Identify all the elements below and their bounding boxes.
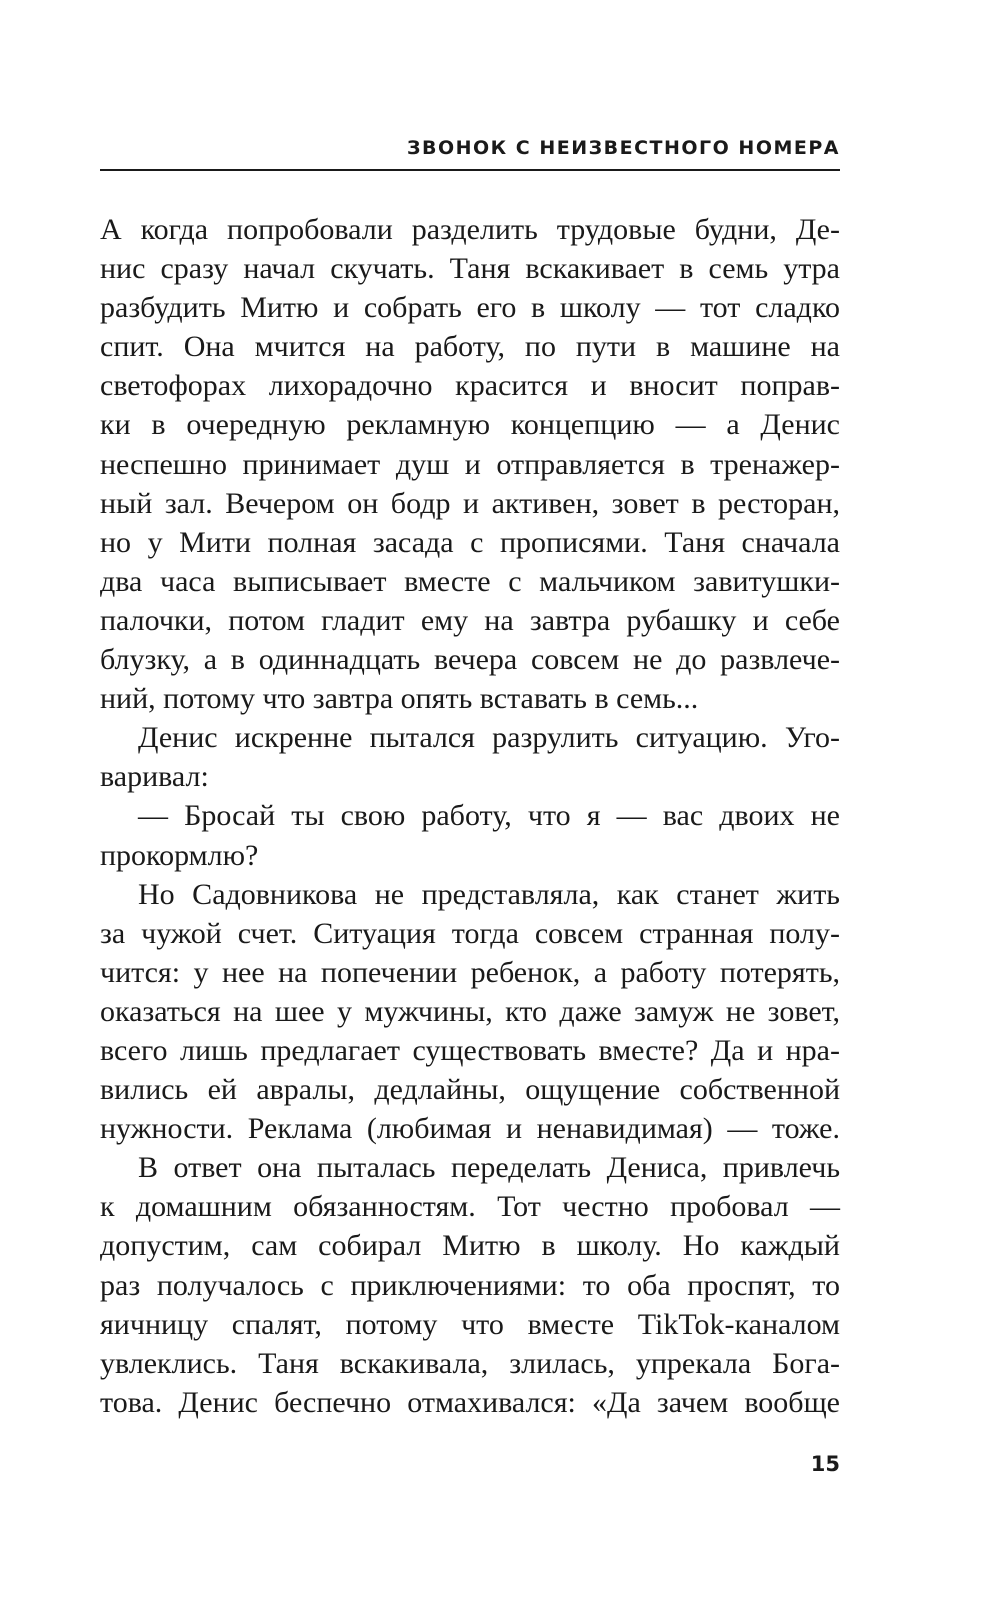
text-line: Но Садовникова не представляла, как станет жить [138, 877, 840, 911]
running-title: ЗВОНОК С НЕИЗВЕСТНОГО НОМЕРА [406, 137, 840, 159]
text-line: к домашним обязанностям. Тот честно пробовал — [100, 1190, 840, 1224]
text-line: ний, потому что завтра опять вставать в семь... [100, 682, 699, 716]
text-line: неспешно принимает душ и отправляется в тренажер- [100, 447, 840, 481]
text-line: това. Денис беспечно отмахивался: «Да зачем вообще [100, 1385, 840, 1419]
text-line: чится: у нее на попечении ребенок, а работу потерять, [100, 955, 840, 989]
dialogue-paragraph [100, 796, 840, 874]
text-line: В ответ она пыталась переделать Дениса, привлечь [138, 1151, 840, 1185]
text-line: варивал: [100, 760, 209, 794]
text-line: всего лишь предлагает существовать вместе? Да и нра- [100, 1033, 840, 1067]
paragraph [100, 718, 840, 796]
text-line: светофорах лихорадочно красится и вносит поправ- [100, 369, 840, 403]
text-line: блузку, а в одиннадцать вечера совсем не до развлече- [100, 643, 840, 677]
text-line: ки в очередную рекламную концепцию — а Денис [100, 408, 840, 442]
text-line: вились ей авралы, дедлайны, ощущение собственной [100, 1073, 840, 1107]
text-line: раз получалось с приключениями: то оба проспят, то [100, 1268, 840, 1302]
text-line: допустим, сам собирал Митю в школу. Но каждый [100, 1229, 840, 1263]
body-text [100, 210, 840, 1422]
text-line: нис сразу начал скучать. Таня вскакивает в семь утра [100, 252, 840, 286]
paragraph [100, 875, 840, 1149]
text-line: ный зал. Вечером он бодр и активен, зовет в ресторан, [100, 486, 840, 520]
text-line: разбудить Митю и собрать его в школу — тот сладко [100, 291, 840, 325]
text-line: увлеклись. Таня вскакивала, злилась, упрекала Бога- [100, 1346, 840, 1380]
text-line: — Бросай ты свою работу, что я — вас двоих не [138, 799, 840, 833]
text-line: А когда попробовали разделить трудовые будни, Де- [100, 213, 840, 246]
text-line: два часа выписывает вместе с мальчиком завитушки- [100, 564, 840, 598]
text-line: палочки, потом гладит ему на завтра рубашку и себе [100, 603, 840, 637]
text-line: яичницу спалят, потому что вместе TikTok-каналом [100, 1307, 840, 1341]
text-line: спит. Она мчится на работу, по пути в машине на [100, 330, 840, 364]
header-rule [100, 169, 840, 171]
text-line: оказаться на шее у мужчины, кто даже замуж не зовет, [100, 994, 840, 1028]
page-number: 15 [810, 1452, 840, 1476]
text-line: но у Мити полная засада с прописями. Таня сначала [100, 525, 840, 559]
text-line: нужности. Реклама (любимая и ненавидимая) — тоже. [100, 1112, 840, 1146]
text-line: за чужой счет. Ситуация тогда совсем странная полу- [100, 916, 840, 950]
text-line: Денис искренне пытался разрулить ситуацию. Уго- [138, 721, 840, 755]
paragraph [100, 210, 840, 718]
paragraph [100, 1148, 840, 1422]
text-line: прокормлю? [100, 838, 259, 872]
